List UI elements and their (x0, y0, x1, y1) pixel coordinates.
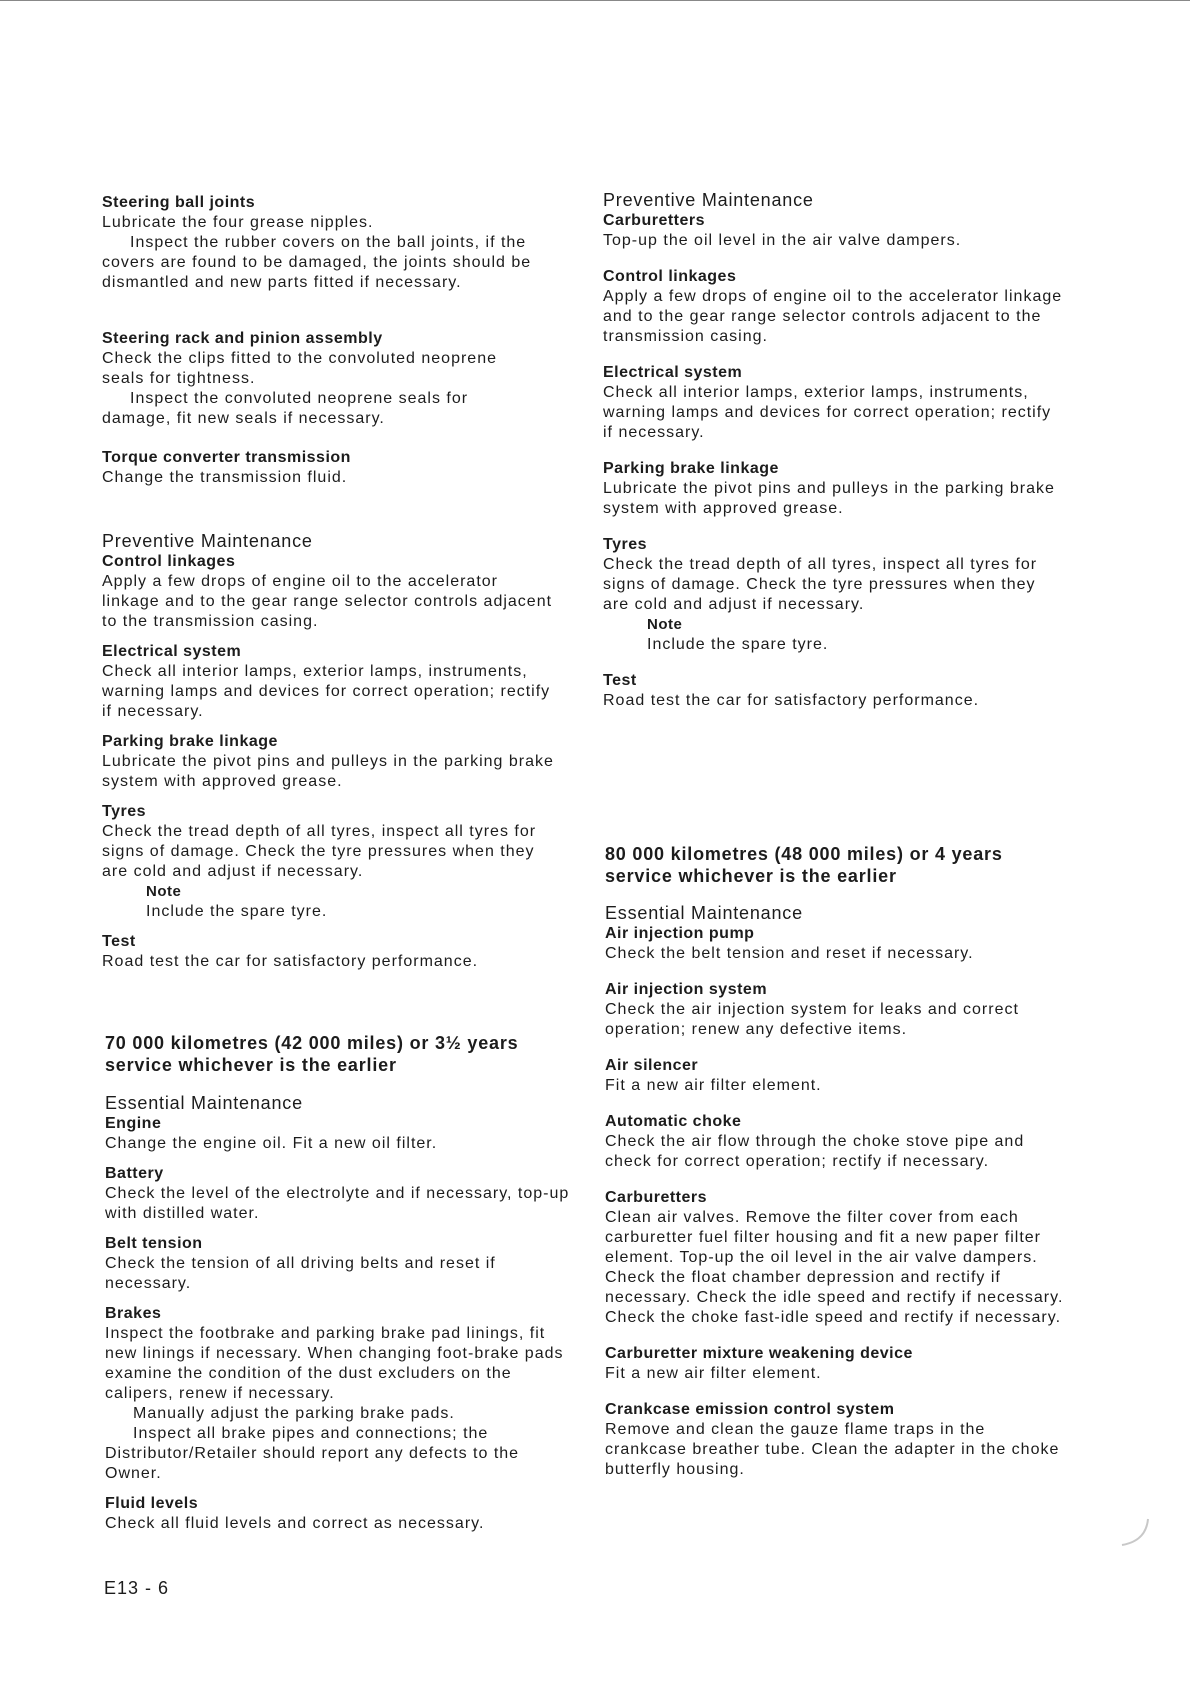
paragraph: Remove and clean the gauze flame traps in the crankcase breather tube. Clean the adapter in the choke butterfly housing. (605, 1421, 1060, 1478)
milestone-80000-km: 80 000 kilometres (48 000 miles) or 4 years service whichever is the earlier (605, 844, 1003, 886)
section-title: Air injection system (605, 981, 768, 998)
note-text: Include the spare tyre. (647, 636, 829, 653)
paragraph: Manually adjust the parking brake pads. (133, 1405, 455, 1422)
section-title: Torque converter transmission (102, 449, 351, 466)
paragraph: Check the level of the electrolyte and if necessary, top-up with distilled water. (105, 1185, 570, 1222)
paragraph: Check the air flow through the choke stove pipe and check for correct operation; rectify if necessary. (605, 1133, 1025, 1170)
paragraph: Check the tension of all driving belts and reset if necessary. (105, 1255, 496, 1292)
paragraph: Check the air injection system for leaks and correct operation; renew any defective items. (605, 1001, 1019, 1038)
paragraph: Check all interior lamps, exterior lamps, instruments, warning lamps and devices for correct operation; rectify if necessary. (603, 384, 1052, 441)
section-title: Test (603, 672, 637, 689)
paragraph: Change the engine oil. Fit a new oil filter. (105, 1135, 438, 1152)
subsection-heading: Preventive Maintenance (102, 531, 313, 551)
paragraph: Top-up the oil level in the air valve dampers. (603, 232, 962, 249)
paragraph: Inspect the footbrake and parking brake pad linings, fit new linings if necessary. When changing foot-brake pads examine the condition of the dust excluders on the calipers, renew if necessary. (105, 1325, 564, 1402)
paragraph: Check the tread depth of all tyres, inspect all tyres for signs of damage. Check the tyre pressures when they are cold and adjust if necessary. (102, 823, 537, 880)
paragraph: Check the tread depth of all tyres, inspect all tyres for signs of damage. Check the tyre pressures when they are cold and adjust if necessary. (603, 556, 1038, 613)
section-preventive-maintenance-right (603, 189, 1063, 711)
section-title: Parking brake linkage (603, 460, 779, 477)
paragraph: Lubricate the four grease nipples. (102, 214, 374, 231)
top-border-line (0, 0, 1190, 1)
section-title: Steering ball joints (102, 194, 256, 211)
note-title: Note (146, 883, 182, 900)
paragraph: Lubricate the pivot pins and pulleys in the parking brake system with approved grease. (603, 480, 1055, 517)
paragraph: Fit a new air filter element. (605, 1365, 822, 1382)
section-title: Battery (105, 1165, 164, 1182)
paragraph: Lubricate the pivot pins and pulleys in the parking brake system with approved grease. (102, 753, 554, 790)
section-steering-ball-joints (102, 193, 542, 293)
section-title: Test (102, 933, 136, 950)
section-title: Electrical system (102, 643, 242, 660)
page-number: E13 - 6 (104, 1578, 170, 1598)
section-preventive-maintenance-left (102, 530, 557, 972)
paragraph: Inspect the rubber covers on the ball joints, if the covers are found to be damaged, the joints should be dismantled and new parts fitted if necessary. (102, 234, 532, 291)
section-title: Control linkages (603, 268, 737, 285)
section-title: Carburetters (603, 212, 706, 229)
subsection-heading: Essential Maintenance (105, 1093, 303, 1113)
section-title: Carburetter mixture weakening device (605, 1345, 913, 1362)
subsection-heading: Essential Maintenance (605, 903, 803, 923)
section-title: Carburetters (605, 1189, 708, 1206)
scan-mark-curve (1118, 1515, 1154, 1551)
section-title: Fluid levels (105, 1495, 199, 1512)
section-title: Tyres (102, 803, 147, 820)
paragraph: Road test the car for satisfactory performance. (102, 953, 479, 970)
section-title: Air injection pump (605, 925, 755, 942)
note-title: Note (647, 616, 683, 633)
milestone-70000-km: 70 000 kilometres (42 000 miles) or 3½ years service whichever is the earlier (105, 1033, 519, 1075)
section-steering-rack (102, 329, 542, 429)
section-title: Tyres (603, 536, 648, 553)
paragraph: Apply a few drops of engine oil to the accelerator linkage and to the gear range selector controls adjacent to the transmission casing. (102, 573, 553, 630)
paragraph: Change the transmission fluid. (102, 469, 348, 486)
section-title: Automatic choke (605, 1113, 742, 1130)
section-title: Crankcase emission control system (605, 1401, 895, 1418)
paragraph: Check the belt tension and reset if necessary. (605, 945, 974, 962)
paragraph: Check all fluid levels and correct as necessary. (105, 1515, 485, 1532)
paragraph: Check all interior lamps, exterior lamps, instruments, warning lamps and devices for correct operation; rectify if necessary. (102, 663, 551, 720)
note-text: Include the spare tyre. (146, 903, 328, 920)
section-title: Parking brake linkage (102, 733, 278, 750)
section-torque-converter (102, 448, 542, 488)
paragraph: Clean air valves. Remove the filter cover from each carburetter fuel filter housing and fit a new paper filter element. Top-up the oil level in the air valve dampers. Check the float chamber depression and rectify if necessary. Check the idle speed and rectify if necessary. Check the choke fast-idle speed and rectify if necessary. (605, 1209, 1064, 1326)
paragraph: Fit a new air filter element. (605, 1077, 822, 1094)
subsection-heading: Preventive Maintenance (603, 190, 814, 210)
paragraph: Inspect the convoluted neoprene seals for damage, fit new seals if necessary. (102, 390, 469, 427)
section-title: Electrical system (603, 364, 743, 381)
section-title: Brakes (105, 1305, 162, 1322)
section-essential-maintenance-left (105, 1092, 575, 1534)
paragraph: Road test the car for satisfactory performance. (603, 692, 980, 709)
paragraph: Inspect all brake pipes and connections; the Distributor/Retailer should report any defects to the Owner. (105, 1425, 520, 1482)
section-title: Belt tension (105, 1235, 203, 1252)
section-title: Control linkages (102, 553, 236, 570)
section-title: Engine (105, 1115, 162, 1132)
section-title: Steering rack and pinion assembly (102, 330, 383, 347)
paragraph: Check the clips fitted to the convoluted neoprene seals for tightness. (102, 350, 497, 387)
section-essential-maintenance-right (605, 902, 1065, 1480)
section-title: Air silencer (605, 1057, 699, 1074)
paragraph: Apply a few drops of engine oil to the accelerator linkage and to the gear range selector controls adjacent to the transmission casing. (603, 288, 1063, 345)
